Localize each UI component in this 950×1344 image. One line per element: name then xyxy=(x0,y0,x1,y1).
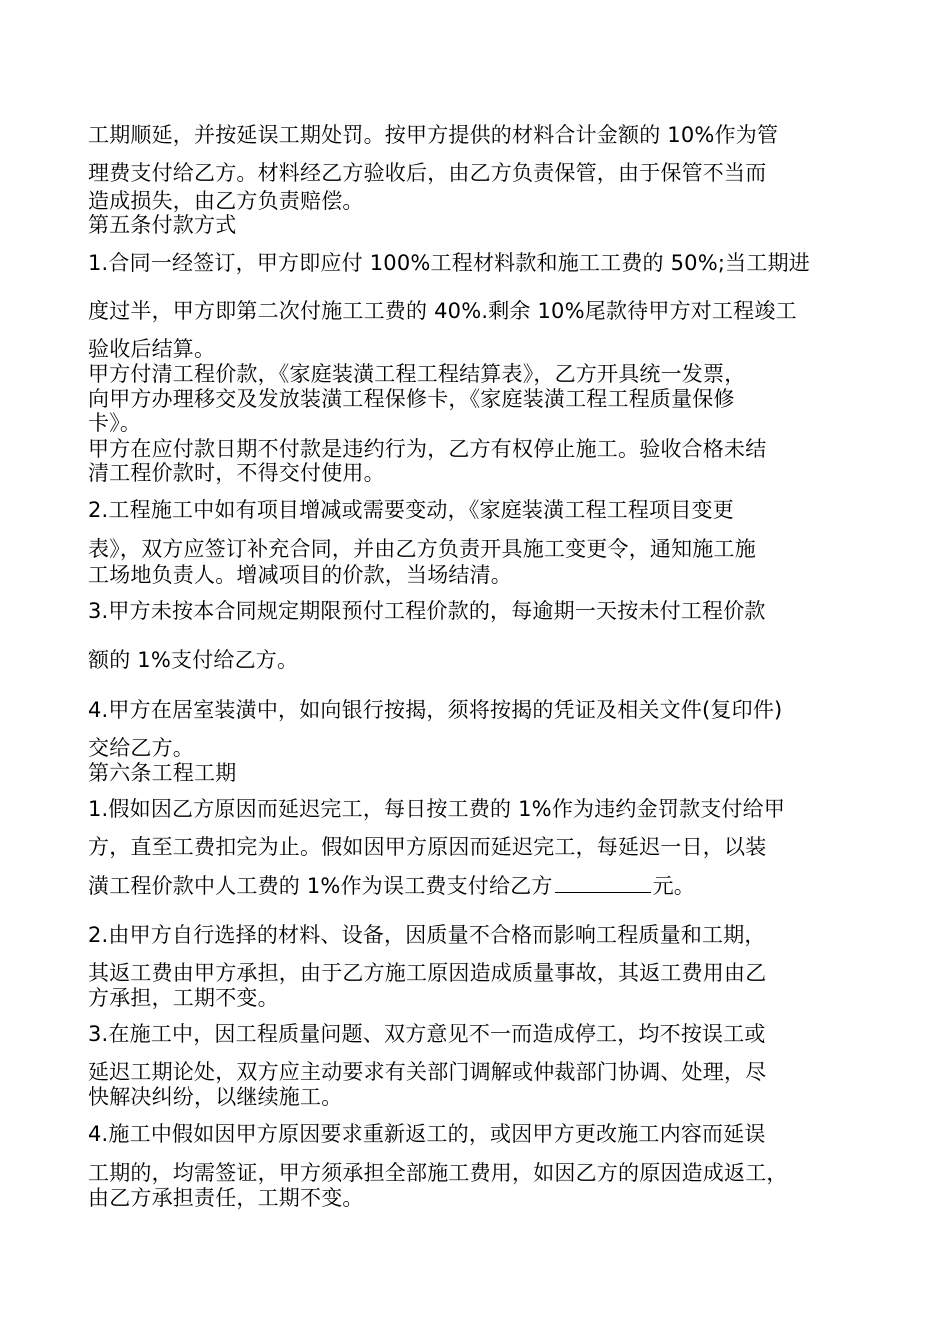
text-line: 快解决纠纷，以继续施工。 xyxy=(88,1085,343,1109)
text-line: 1.假如因乙方原因而延迟完工，每日按工费的 1%作为违约金罚款支付给甲 xyxy=(88,797,786,821)
text-line-with-blank xyxy=(88,872,878,899)
text-line: 3.甲方未按本合同规定期限预付工程价款的，每逾期一天按未付工程价款 xyxy=(88,599,766,623)
text-line: 卡》。 xyxy=(88,411,142,435)
text-line: 表》，双方应签订补充合同，并由乙方负责开具施工变更令，通知施工施 xyxy=(88,537,756,561)
text-line: 工期的，均需签证，甲方须承担全部施工费用，如因乙方的原因造成返工， xyxy=(88,1161,788,1185)
text-line: 方，直至工费扣完为止。假如因甲方原因而延迟完工，每延迟一日，以装 xyxy=(88,835,767,859)
text-line: 1.合同一经签订，甲方即应付 100%工程材料款和施工工费的 50%;当工期进 xyxy=(88,251,810,275)
text-line: 工场地负责人。增减项目的价款，当场结清。 xyxy=(88,563,512,587)
section-heading: 第五条付款方式 xyxy=(88,213,237,237)
text-line: 2.工程施工中如有项目增减或需要变动，《家庭装潢工程工程项目变更 xyxy=(88,498,734,522)
text-line: 交给乙方。 xyxy=(88,736,194,760)
text-line: 甲方付清工程价款，《家庭装潢工程工程结算表》，乙方开具统一发票， xyxy=(88,362,746,386)
text-line: 清工程价款时，不得交付使用。 xyxy=(88,461,385,485)
text-line: 额的 1%支付给乙方。 xyxy=(88,648,299,672)
fill-in-blank[interactable] xyxy=(555,872,651,893)
text-line: 度过半，甲方即第二次付施工工费的 40%.剩余 10%尾款待甲方对工程竣工 xyxy=(88,299,797,323)
text-line: 4.甲方在居室装潢中，如向银行按揭，须将按揭的凭证及相关文件(复印件) xyxy=(88,698,783,722)
text-line: 由乙方承担责任，工期不变。 xyxy=(88,1186,364,1210)
text-line: 其返工费由甲方承担，由于乙方施工原因造成质量事故，其返工费用由乙 xyxy=(88,961,767,985)
text-line: 验收后结算。 xyxy=(88,337,216,361)
text-line: 2.由甲方自行选择的材料、设备，因质量不合格而影响工程质量和工期， xyxy=(88,923,766,947)
text-line: 4.施工中假如因甲方原因要求重新返工的，或因甲方更改施工内容而延误 xyxy=(88,1122,766,1146)
text-line: 甲方在应付款日期不付款是违约行为，乙方有权停止施工。验收合格未结 xyxy=(88,437,767,461)
text-line: 3.在施工中，因工程质量问题、双方意见不一而造成停工，均不按误工或 xyxy=(88,1022,766,1046)
text-segment: 潢工程价款中人工费的 1%作为误工费支付给乙方 xyxy=(88,874,553,898)
text-line: 方承担，工期不变。 xyxy=(88,986,279,1010)
text-line: 工期顺延，并按延误工期处罚。按甲方提供的材料合计金额的 10%作为管 xyxy=(88,123,779,147)
text-segment: 元。 xyxy=(652,874,695,898)
text-line: 向甲方办理移交及发放装潢工程保修卡，《家庭装潢工程工程质量保修 xyxy=(88,387,735,411)
section-heading: 第六条工程工期 xyxy=(88,761,237,785)
text-line: 理费支付给乙方。材料经乙方验收后，由乙方负责保管，由于保管不当而 xyxy=(88,161,767,185)
text-line: 造成损失，由乙方负责赔偿。 xyxy=(88,189,364,213)
text-line: 延迟工期论处，双方应主动要求有关部门调解或仲裁部门协调、处理，尽 xyxy=(88,1060,767,1084)
